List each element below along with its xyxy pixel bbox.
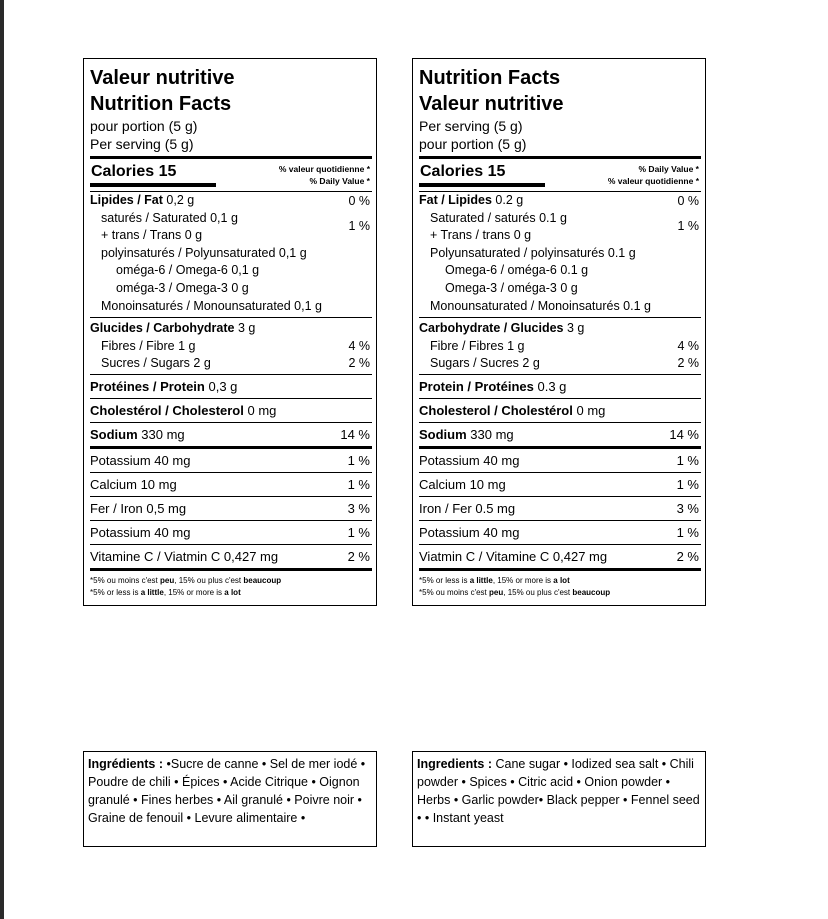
footnote-text: , 15% or more is: [163, 587, 225, 597]
footnote-text: *5% or less is: [419, 575, 470, 585]
monounsaturated-row: Monoinsaturés / Monounsaturated 0,1 g: [101, 298, 322, 313]
potassium-label-2: Potassium 40 mg: [419, 524, 520, 540]
ingredients-box-en: [412, 751, 706, 847]
daily-value-header-line2: % Daily Value *: [309, 176, 370, 186]
divider: [90, 317, 372, 318]
fat-value: 0,2 g: [162, 193, 195, 207]
footnote-line2: [419, 587, 701, 599]
potassium-label: Potassium 40 mg: [419, 452, 520, 468]
potassium-row-2: [419, 521, 701, 544]
carb-value: 3 g: [234, 321, 256, 336]
sodium-row: [419, 423, 701, 446]
footnote-bold: peu: [160, 575, 175, 585]
divider-thick: [419, 568, 701, 571]
calcium-row: [419, 473, 701, 496]
panel-title-line1: Nutrition Facts: [419, 67, 561, 89]
carb-label: Carbohydrate / Glucides: [419, 321, 564, 336]
serving-size-line2: pour portion (5 g): [419, 136, 527, 152]
cholesterol-label: Cholesterol / Cholestérol: [419, 402, 573, 418]
fat-label: Fat / Lipides: [419, 193, 492, 207]
fibre-pct: 4 %: [348, 338, 370, 353]
sugars-pct: 2 %: [348, 356, 370, 371]
sodium-pct: 14 %: [340, 426, 370, 442]
potassium-pct: 1 %: [676, 452, 699, 468]
calcium-label: Calcium 10 mg: [419, 476, 506, 492]
cholesterol-row: [419, 399, 701, 422]
protein-value: 0.3 g: [533, 378, 567, 394]
omega6-row: Omega-6 / oméga-6 0.1 g: [445, 263, 589, 278]
cholesterol-value: 0 mg: [243, 402, 277, 418]
iron-pct: 3 %: [347, 500, 370, 516]
serving-size-line1: Per serving (5 g): [419, 118, 523, 134]
carb-label: Glucides / Carbohydrate: [90, 321, 235, 336]
potassium-row-2: [90, 521, 372, 544]
footnote-text: , 15% ou plus c'est: [503, 587, 573, 597]
cholesterol-value: 0 mg: [572, 402, 606, 418]
sodium-label: Sodium: [419, 426, 467, 442]
sodium-value: 330 mg: [466, 426, 514, 442]
iron-pct: 3 %: [676, 500, 699, 516]
calcium-label: Calcium 10 mg: [90, 476, 177, 492]
cholesterol-label: Cholestérol / Cholesterol: [90, 402, 244, 418]
footnote-line2: [90, 587, 372, 599]
trans-row: + trans / Trans 0 g: [101, 228, 203, 243]
footnote: [419, 575, 701, 599]
calcium-row: [90, 473, 372, 496]
calories-row: [419, 159, 701, 191]
footnote-text: *5% ou moins c'est: [90, 575, 161, 585]
daily-value-header-line1: % valeur quotidienne *: [278, 164, 370, 174]
footnote-bold: peu: [489, 587, 504, 597]
daily-value-header-line2: % valeur quotidienne *: [607, 176, 699, 186]
sodium-value: 330 mg: [137, 426, 185, 442]
vitamin-c-row: [90, 545, 372, 568]
sugars-row: [90, 355, 372, 373]
calcium-pct: 1 %: [347, 476, 370, 492]
iron-row: [90, 497, 372, 520]
serving-size-line2: Per serving (5 g): [90, 136, 194, 152]
protein-value: 0,3 g: [204, 378, 238, 394]
divider-thick: [90, 568, 372, 571]
carbohydrate-row: [90, 320, 372, 338]
ingredients-box-fr: [83, 751, 377, 847]
satfat-trans-pct: 1 %: [348, 219, 370, 233]
fat-row: [90, 192, 372, 210]
saturated-row: Saturated / saturés 0.1 g: [430, 210, 567, 225]
potassium-label: Potassium 40 mg: [90, 452, 191, 468]
footnote-text: , 15% ou plus c'est: [174, 575, 244, 585]
calories-label: Calories 15: [420, 163, 506, 180]
fat-block: [419, 192, 701, 315]
calories-bar: [90, 183, 216, 187]
protein-label: Protein / Protéines: [419, 378, 534, 394]
footnote: [90, 575, 372, 599]
sodium-row: [90, 423, 372, 446]
calories-label: Calories 15: [91, 163, 177, 180]
footnote-text: , 15% or more is: [492, 575, 554, 585]
monounsaturated-row: Monounsaturated / Monoinsaturés 0.1 g: [430, 298, 651, 313]
footnote-bold: beaucoup: [572, 587, 611, 597]
sodium-label: Sodium: [90, 426, 138, 442]
saturated-row: saturés / Saturated 0,1 g: [101, 210, 238, 225]
sugars-label: Sugars / Sucres 2 g: [430, 356, 540, 371]
ingredients-label: Ingredients :: [417, 757, 493, 771]
potassium-pct-2: 1 %: [676, 524, 699, 540]
fat-value: 0.2 g: [491, 193, 524, 207]
ingredients-text: •Sucre de canne • Sel de mer iodé • Poudre de chili • Épices • Acide Citrique • Oignon granulé • Fines herbes • Ail granulé • Poivre noir • Graine de fenouil • Levure alimentaire •: [88, 757, 366, 825]
footnote-bold: a lot: [224, 587, 241, 597]
vitamin-c-row: [419, 545, 701, 568]
footnote-bold: a lot: [553, 575, 570, 585]
vitamin-c-pct: 2 %: [347, 548, 370, 564]
calories-row: [90, 159, 372, 191]
protein-row: [90, 375, 372, 398]
footnote-bold: a little: [469, 575, 493, 585]
ingredients-label: Ingrédients :: [88, 757, 164, 771]
fat-pct: 0 %: [677, 194, 699, 208]
potassium-row: [419, 449, 701, 472]
serving-size-line1: pour portion (5 g): [90, 118, 198, 134]
vitamin-c-label: Vitamine C / Viatmin C 0,427 mg: [90, 548, 279, 564]
fat-label: Lipides / Fat: [90, 193, 163, 207]
nutrition-facts-panel-fr: [83, 58, 377, 606]
panel-title-line2: Nutrition Facts: [90, 93, 232, 115]
omega3-row: oméga-3 / Omega-3 0 g: [116, 280, 249, 295]
sugars-label: Sucres / Sugars 2 g: [101, 356, 211, 371]
footnote-text: *5% or less is: [90, 587, 141, 597]
daily-value-header-line1: % Daily Value *: [638, 164, 699, 174]
fibre-pct: 4 %: [677, 338, 699, 353]
panel-title-line2: Valeur nutritive: [419, 93, 564, 115]
polyunsaturated-row: polyinsaturés / Polyunsaturated 0,1 g: [101, 245, 307, 260]
protein-row: [419, 375, 701, 398]
footnote-line1: [90, 575, 372, 587]
sodium-pct: 14 %: [669, 426, 699, 442]
fibre-row: [90, 338, 372, 356]
omega3-row: Omega-3 / oméga-3 0 g: [445, 280, 578, 295]
polyunsaturated-row: Polyunsaturated / polyinsaturés 0.1 g: [430, 245, 636, 260]
divider: [419, 317, 701, 318]
potassium-pct: 1 %: [347, 452, 370, 468]
fat-pct: 0 %: [348, 194, 370, 208]
potassium-row: [90, 449, 372, 472]
sugars-pct: 2 %: [677, 356, 699, 371]
daily-value-header: [279, 163, 370, 187]
footnote-line1: [419, 575, 701, 587]
fibre-label: Fibres / Fibre 1 g: [101, 338, 196, 353]
fibre-label: Fibre / Fibres 1 g: [430, 338, 525, 353]
iron-row: [419, 497, 701, 520]
potassium-label-2: Potassium 40 mg: [90, 524, 191, 540]
daily-value-header: [608, 163, 699, 187]
trans-row: + Trans / trans 0 g: [430, 228, 532, 243]
page-edge: [0, 0, 4, 919]
carbohydrate-row: [419, 320, 701, 338]
vitamin-c-pct: 2 %: [676, 548, 699, 564]
satfat-trans-pct: 1 %: [677, 219, 699, 233]
nutrition-facts-panel-en: [412, 58, 706, 606]
fat-row: [419, 192, 701, 210]
cholesterol-row: [90, 399, 372, 422]
footnote-text: *5% ou moins c'est: [419, 587, 490, 597]
sugars-row: [419, 355, 701, 373]
omega6-row: oméga-6 / Omega-6 0,1 g: [116, 263, 260, 278]
potassium-pct-2: 1 %: [347, 524, 370, 540]
fat-block: [90, 192, 372, 315]
carb-value: 3 g: [563, 321, 585, 336]
fibre-row: [419, 338, 701, 356]
footnote-bold: beaucoup: [243, 575, 282, 585]
vitamin-c-label: Viatmin C / Vitamine C 0,427 mg: [419, 548, 608, 564]
protein-label: Protéines / Protein: [90, 378, 205, 394]
iron-label: Fer / Iron 0,5 mg: [90, 500, 187, 516]
panel-title-line1: Valeur nutritive: [90, 67, 235, 89]
footnote-bold: a little: [140, 587, 164, 597]
calcium-pct: 1 %: [676, 476, 699, 492]
ingredients-text: Cane sugar • Iodized sea salt • Chili powder • Spices • Citric acid • Onion powder • Herbs • Garlic powder• Black pepper • Fennel seed • • Instant yeast: [417, 757, 700, 825]
calories-bar: [419, 183, 545, 187]
iron-label: Iron / Fer 0.5 mg: [419, 500, 516, 516]
